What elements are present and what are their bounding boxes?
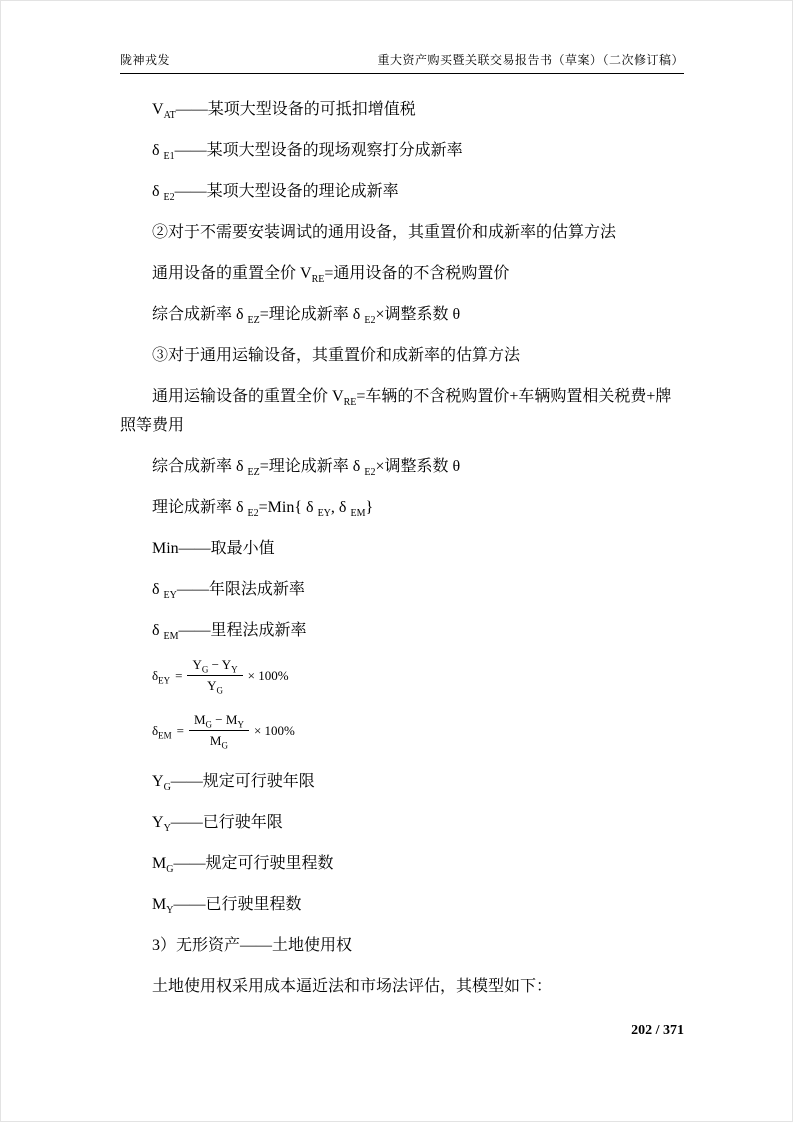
body-paragraph: 综合成新率 δ $_{EZ}$=理论成新率 δ $_{E2}$×调整系数 θ: [152, 458, 461, 479]
body-paragraph: 3）无形资产——土地使用权: [152, 937, 353, 954]
body-paragraph: δ $_{EM}$——里程法成新率: [152, 622, 307, 643]
body-paragraph: $Y_Y——$已行驶年限: [152, 814, 283, 835]
header-document-title: 重大资产购买暨关联交易报告书（草案）（二次修订稿）: [377, 53, 684, 67]
body-paragraph: δ $_{E2}$——某项大型设备的理论成新率: [152, 183, 399, 204]
body-paragraph: $M_Y——$已行驶里程数: [152, 896, 302, 917]
body-paragraph: $Y_G——$规定可行驶年限: [152, 773, 315, 794]
document-body: [120, 95, 684, 1013]
body-paragraph: 通用运输设备的重置全价 $V_{RE}=$车辆的不含税购置价+车辆购置相关税费+牌照等费用: [120, 388, 672, 434]
body-paragraph: δ $_{E1}$——某项大型设备的现场观察打分成新率: [152, 142, 463, 163]
page-header: [120, 51, 684, 74]
body-paragraph: ③对于通用运输设备，其重置价和成新率的估算方法: [152, 347, 521, 364]
formula-paragraph: $\delta_{EY}$ = $\frac{Y_G - Y_Y}{Y_G}$ × 100%: [152, 657, 289, 696]
body-paragraph: δ $_{EY}$——年限法成新率: [152, 581, 305, 602]
body-paragraph: $V_{AT}——$某项大型设备的可抵扣增值税: [152, 101, 416, 122]
body-paragraph: ②对于不需要安装调试的通用设备，其重置价和成新率的估算方法: [152, 224, 617, 241]
body-paragraph: $M_G——$规定可行驶里程数: [152, 855, 334, 876]
body-paragraph: 综合成新率 δ $_{EZ}$=理论成新率 δ $_{E2}$×调整系数 θ: [152, 306, 461, 327]
body-paragraph: 通用设备的重置全价 $V_{RE}=$通用设备的不含税购置价: [152, 265, 510, 286]
header-company-name: 陇神戎发: [120, 53, 171, 67]
page-number: 202 / 371: [631, 1023, 684, 1038]
body-paragraph: Min——取最小值: [152, 540, 275, 557]
formula-paragraph: $\delta_{EM}$ = $\frac{M_G - M_Y}{M_G}$ × 100%: [152, 712, 295, 751]
body-paragraph: 土地使用权采用成本逼近法和市场法评估，其模型如下：: [152, 978, 553, 995]
body-paragraph: 理论成新率 δ $_{E2}$=Min{ δ $_{EY}$, δ $_{EM}$}: [152, 499, 374, 520]
